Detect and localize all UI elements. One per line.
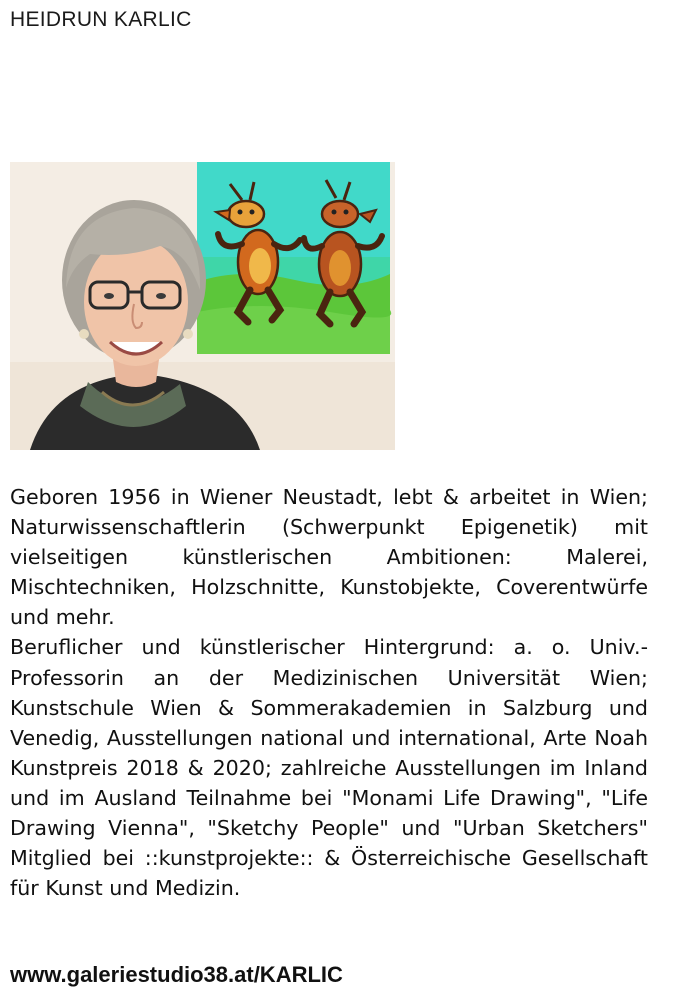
- artist-biography: [10, 482, 648, 903]
- website-link[interactable]: www.galeriestudio38.at/KARLIC: [10, 962, 343, 987]
- artist-photo-with-painting: [10, 162, 395, 450]
- artist-name: HEIDRUN KARLIC: [10, 8, 192, 31]
- artist-portrait-image: [10, 162, 395, 450]
- goat-painting: [197, 162, 391, 354]
- bio-paragraph-1: Geboren 1956 in Wiener Neustadt, lebt & arbeitet in Wien; Naturwissenschaftlerin (Schwerpunkt Epigenetik) mit vielseitigen künstlerischen Ambitionen: Malerei, Mischtechniken, Holzschnitte, Kunstobjekte, Coverentwürfe und mehr.: [10, 485, 648, 630]
- bio-paragraph-2: Beruflicher und künstlerischer Hintergrund: a. o. Univ.-Professorin an der Medizinischen Universität Wien; Kunstschule Wien & Sommerakademien in Salzburg und Venedig, Ausstellungen national und international, Arte Noah Kunstpreis 2018 & 2020; zahlreiche Ausstellungen im Inland und im Ausland Teilnahme bei "Monami Life Drawing", "Life Drawing Vienna", "Sketchy People" und "Urban Sketchers" Mitglied bei ::kunstprojekte:: & Österreichische Gesellschaft für Kunst und Medizin.: [10, 635, 648, 901]
